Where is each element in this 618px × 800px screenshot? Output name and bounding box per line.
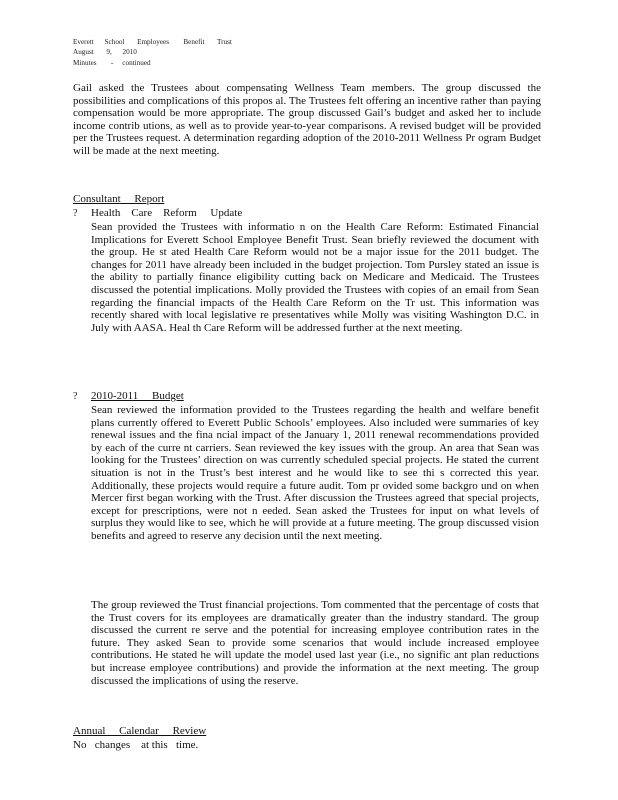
annual-calendar-text: No changes at this time. — [73, 739, 199, 751]
health-care-reform-paragraph: Sean provided the Trustees with informatio n on the Health Care Reform: Estimated Financial Implications for Everett School Employee Benefit Trust. Sean briefly reviewed the document with the group. He st ated Health Care Reform would not be a major issue for the 2011 budget. The changes for 2011 have already been included in the budget projection. Tom Pursley stated an issue is the ability to partially finance eligibility cutting back on Medicare and Medicaid. The Trustees discussed the potential implications. Molly provided the Trustees with copies of an email from Sean regarding the financial impacts of the Health Care Reform on the Tr ust. This information was recently shared with local legislative re presentatives while Molly was visiting Washington D.C. in July with AASA. Heal th Care Reform will be addressed further at the next meeting. — [91, 221, 539, 334]
intro-paragraph: Gail asked the Trustees about compensating Wellness Team members. The group discussed the possibilities and complications of this propos al. The Trustees felt offering an incentive rather than paying compensation would be more appropriate. The group discussed Gail’s budget and asked her to include income contrib utions, as well as to provide year-to-year comparisons. A revised budget will be provided per the Trustees request. A determination regarding adoption of the 2010-2011 Wellness Pr ogram Budget will be made at the next meeting. — [73, 82, 541, 157]
bullet-budget: ? — [73, 391, 78, 402]
budget-paragraph-1: Sean reviewed the information provided to the Trustees regarding the health and welfare benefit plans currently offered to Everett Public Schools’ employees. Also included were summaries of key renewal issues and the fina ncial impact of the January 1, 2011 renewal recommendations provided by each of the curre nt carriers. Sean reviewed the key issues with the group. An area that Sean was looking for the Trustees’ direction on was currently scheduled special projects. He stated the current situation is not in the Trust’s best interest and he would like to see thi s corrected this year. Additionally, these projects would require a future audit. Tom pr ovided some backgro und on when Mercer first began working with the Trust. After discussion the Trustees agreed that special projects, except for prescriptions, were not n eeded. Sean asked the Trustees for input on what levels of surplus they would like to see, which he will provide at a future meeting. The group discussed vision benefits and agreed to reserve any decision until the next meeting. — [91, 404, 539, 542]
health-care-reform-title: Health Care Reform Update — [91, 207, 243, 219]
bullet-health-care: ? — [73, 208, 78, 219]
consultant-report-heading: Consultant Report — [73, 193, 165, 205]
annual-calendar-heading: Annual Calendar Review — [73, 725, 207, 737]
header-org-title: Everett School Employees Benefit Trust — [73, 38, 232, 46]
budget-paragraph-2: The group reviewed the Trust financial projections. Tom commented that the percentage of costs that the Trust covers for its employees are dramatically greater than the industry standard. The group discussed the current re serve and the potential for increasing employee contribution rates in the future. They asked Sean to provide some scenarios that would include increased employee contributions. He stated he will update the model used last year (i.e., no signific ant plan reductions but increase employee contributions) and provide the information at the next meeting. The group discussed the implications of using the reserve. — [91, 599, 539, 687]
budget-title: 2010-2011 Budget — [91, 390, 184, 402]
header-minutes-continued: Minutes - continued — [73, 59, 151, 67]
header-date: August 9, 2010 — [73, 48, 137, 56]
